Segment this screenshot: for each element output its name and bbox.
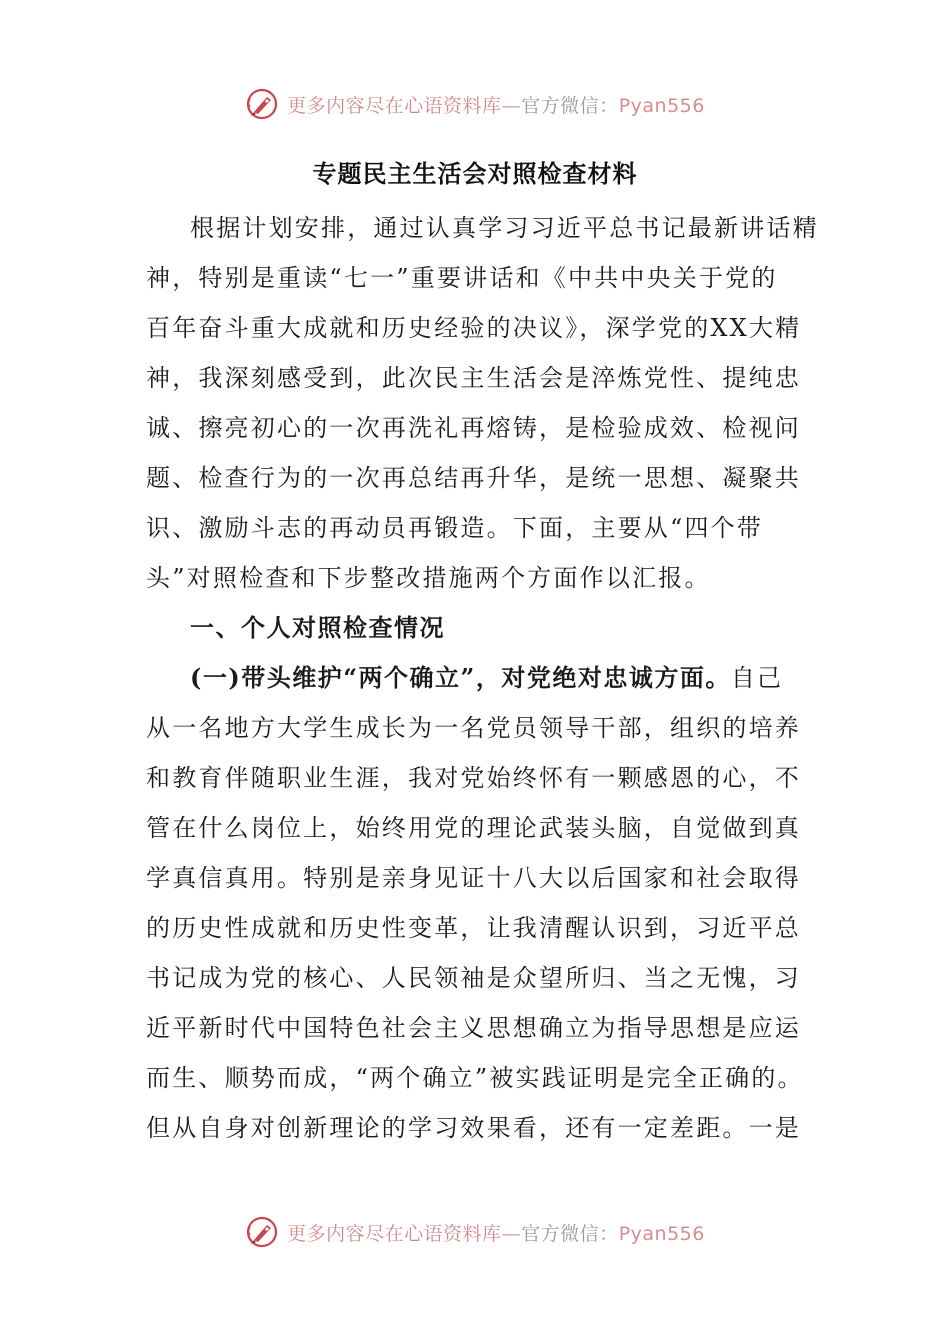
paragraph-line: 而生、顺势而成，“两个确立”被实践证明是完全正确的。 xyxy=(146,1064,804,1092)
subsection-first-line xyxy=(146,653,806,703)
paragraph-line: 头”对照检查和下步整改措施两个方面作以汇报。 xyxy=(146,564,711,592)
subsection-first-tail: 自己 xyxy=(730,664,784,692)
document-title: 专题民主生活会对照检查材料 xyxy=(312,159,638,188)
watermark-dash: — xyxy=(501,1222,522,1245)
subsection-heading: (一)带头维护“两个确立”，对党绝对忠诚方面。 xyxy=(190,663,731,692)
paragraph-line: 管在什么岗位上，始终用党的理论武装头脑，自觉做到真 xyxy=(146,814,801,842)
paragraph-line: 识、激励斗志的再动员再锻造。下面，主要从“四个带 xyxy=(146,514,764,542)
watermark-wechat-id: Pyan556 xyxy=(618,94,705,117)
paragraph-line: 百年奋斗重大成就和历史经验的决议》，深学党的XX大精 xyxy=(146,314,802,342)
watermark-wechat-id: Pyan556 xyxy=(618,1222,705,1245)
paragraph-line: 题、检查行为的一次再总结再升华，是统一思想、凝聚共 xyxy=(146,464,801,492)
watermark-content xyxy=(245,1215,705,1249)
paragraph-line: 和教育伴随职业生涯，我对党始终怀有一颗感恩的心，不 xyxy=(146,764,801,792)
watermark-dash: — xyxy=(501,94,522,117)
paragraph-line: 神，我深刻感受到，此次民主生活会是淬炼党性、提纯忠 xyxy=(146,364,801,392)
paragraph-line: 的历史性成就和历史性变革，让我清醒认识到，习近平总 xyxy=(146,914,801,942)
pen-nib-logo-icon xyxy=(245,1215,279,1249)
paragraph-line: 书记成为党的核心、人民领袖是众望所归、当之无愧，习 xyxy=(146,964,801,992)
pen-nib-logo-icon xyxy=(245,87,279,121)
watermark-banner-bottom xyxy=(0,1210,950,1254)
watermark-text-wechat: 官方微信： xyxy=(521,1222,619,1245)
watermark-text-main: 更多内容尽在心语资料库 xyxy=(287,94,502,117)
paragraph-line: 从一名地方大学生成长为一名党员领导干部，组织的培养 xyxy=(146,714,801,742)
paragraph-line: 根据计划安排，通过认真学习习近平总书记最新讲话精 xyxy=(190,214,819,242)
watermark-banner-top xyxy=(0,82,950,126)
document-body xyxy=(146,203,819,1153)
paragraph-line: 但从自身对创新理论的学习效果看，还有一定差距。一是 xyxy=(146,1114,801,1142)
section-heading: 一、个人对照检查情况 xyxy=(190,613,445,642)
paragraph-line: 学真信真用。特别是亲身见证十八大以后国家和社会取得 xyxy=(146,864,801,892)
paragraph-line: 神，特别是重读“七一”重要讲话和《中共中央关于党的 xyxy=(146,264,778,292)
watermark-text-main: 更多内容尽在心语资料库 xyxy=(287,1222,502,1245)
watermark-text-wechat: 官方微信： xyxy=(521,94,619,117)
paragraph-line: 诚、擦亮初心的一次再洗礼再熔铸，是检验成效、检视问 xyxy=(146,414,801,442)
paragraph-line: 近平新时代中国特色社会主义思想确立为指导思想是应运 xyxy=(146,1014,801,1042)
watermark-content xyxy=(245,87,705,121)
